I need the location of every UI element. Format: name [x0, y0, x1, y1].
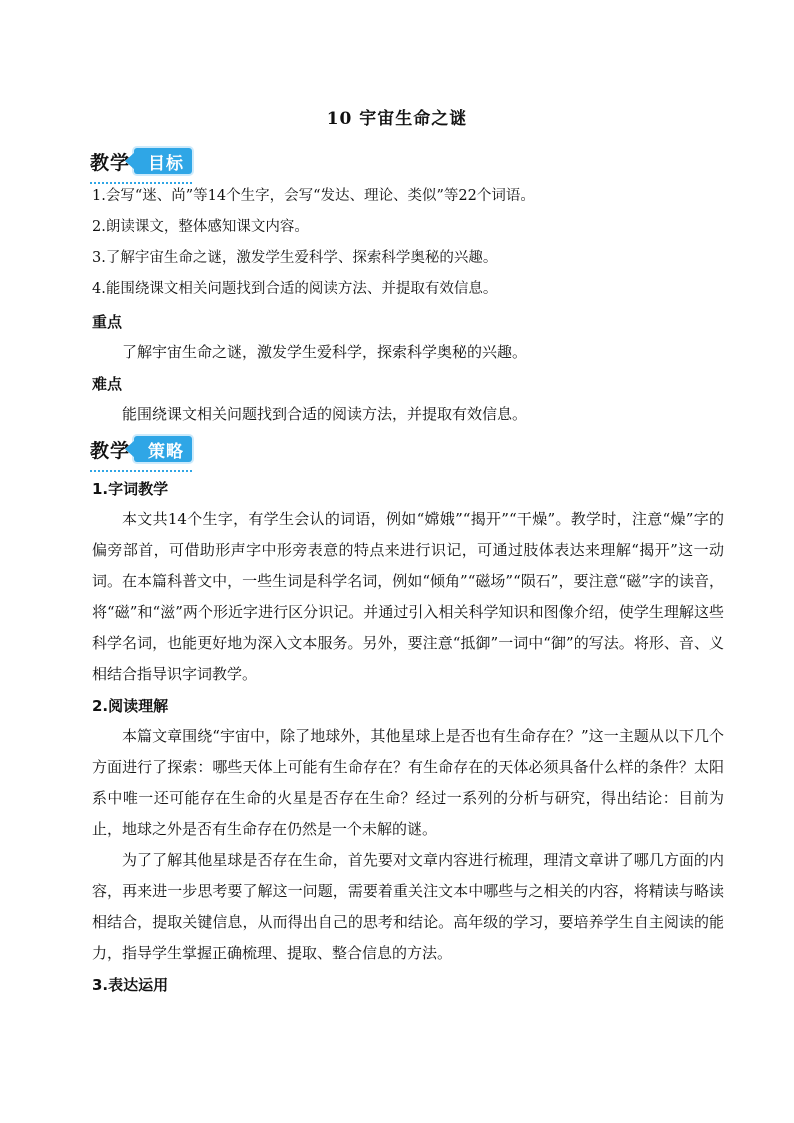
badge-dotted-underline: [90, 470, 192, 472]
goals-badge-right: 目标: [134, 148, 192, 174]
section-2-paragraph-2: 为了了解其他星球是否存在生命，首先要对文章内容进行梳理，理清文章讲了哪几方面的内容，再来进一步思考要了解这一问题，需要着重关注文本中哪些与之相关的内容，将精读与略读相结合，提取关键信息，从而得出自己的思考和结论。高年级的学习，要培养学生自主阅读的能力，指导学生掌握正确梳理、提取、整合信息的方法。: [92, 851, 724, 962]
key-point-label: 重点: [92, 313, 123, 331]
goal-item-3: 3.了解宇宙生命之谜，激发学生爱科学、探索科学奥秘的兴趣。: [92, 250, 498, 266]
difficulty-label: 难点: [92, 375, 123, 393]
section-heading-3: 3.表达运用: [92, 976, 169, 994]
goals-badge: [90, 144, 192, 178]
page-title: 10 宇宙生命之谜: [326, 109, 468, 129]
strategy-badge-right: 策略: [134, 436, 192, 462]
key-point-text: 了解宇宙生命之谜，激发学生爱科学，探索科学奥秘的兴趣。: [122, 343, 528, 361]
goal-item-4: 4.能围绕课文相关问题找到合适的阅读方法、并提取有效信息。: [92, 281, 498, 297]
section-2-paragraph-1: 本篇文章围绕“宇宙中，除了地球外，其他星球上是否也有生命存在？”这一主题从以下几个方面进行了探索：哪些天体上可能有生命存在？有生命存在的天体必须具备什么样的条件？太阳系中唯一还可能存在生命的火星是否存在生命？经过一系列的分析与研究，得出结论：目前为止，地球之外是否有生命存在仍然是一个未解的谜。: [92, 727, 724, 838]
strategy-badge: [90, 432, 192, 466]
difficulty-text: 能围绕课文相关问题找到合适的阅读方法，并提取有效信息。: [122, 405, 528, 423]
goals-badge-left: 教学: [90, 151, 131, 174]
strategy-badge-left: 教学: [90, 439, 131, 462]
section-1-paragraph-1: 本文共14个生字，有学生会认的词语，例如“嫦娥”“揭开”“干燥”。教学时，注意“燥”字的偏旁部首，可借助形声字中形旁表意的特点来进行识记，可通过肢体表达来理解“揭开”这一动词。在本篇科普文中，一些生词是科学名词，例如“倾角”“磁场”“陨石”，要注意“磁”字的读音，将“磁”和“滋”两个形近字进行区分识记。并通过引入相关科学知识和图像介绍，使学生理解这些科学名词，也能更好地为深入文本服务。另外，要注意“抵御”一词中“御”的写法。将形、音、义相结合指导识字词教学。: [92, 510, 724, 683]
badge-dotted-underline: [90, 182, 192, 184]
section-heading-2: 2.阅读理解: [92, 697, 169, 715]
goal-item-2: 2.朗读课文，整体感知课文内容。: [92, 219, 309, 235]
section-heading-1: 1.字词教学: [92, 480, 169, 498]
goal-item-1: 1.会写“迷、尚”等14个生字，会写“发达、理论、类似”等22个词语。: [92, 188, 535, 204]
